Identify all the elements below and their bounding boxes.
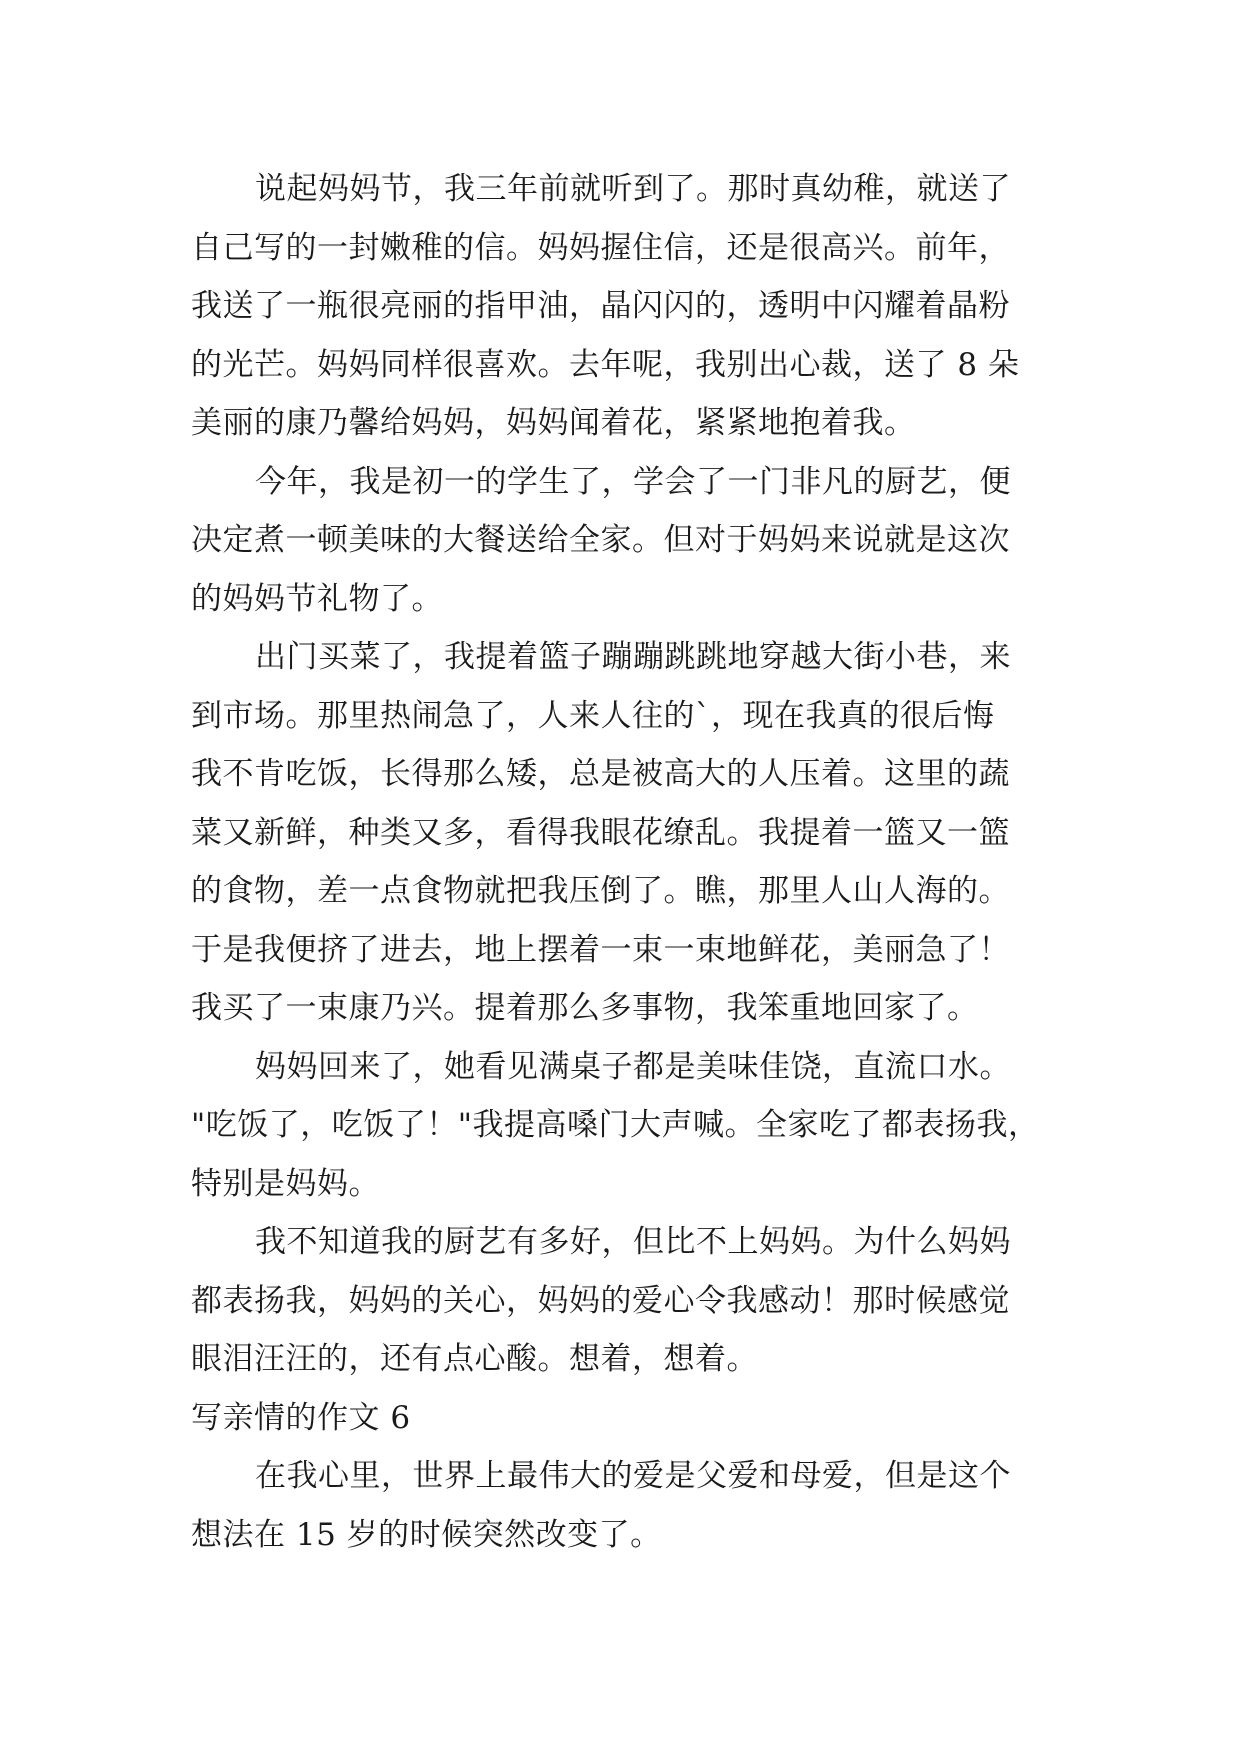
- text-line: "吃饭了，吃饭了！"我提高嗓门大声喊。全家吃了都表扬我，: [191, 1107, 1040, 1143]
- text-line: 特别是妈妈。: [191, 1165, 380, 1202]
- text-line: 在我心里，世界上最伟大的爱是父爱和母爱，但是这个: [255, 1458, 1011, 1494]
- text-line: 决定煮一顿美味的大餐送给全家。但对于妈妈来说就是这次: [191, 522, 1010, 558]
- text-line: 的光芒。妈妈同样很喜欢。去年呢，我别出心裁，送了 8 朵: [191, 346, 1020, 383]
- text-line: 今年，我是初一的学生了，学会了一门非凡的厨艺，便: [255, 463, 1011, 500]
- text-line: 美丽的康乃馨给妈妈，妈妈闻着花，紧紧地抱着我。: [191, 405, 916, 441]
- text-line: 都表扬我，妈妈的关心，妈妈的爱心令我感动！那时候感觉: [191, 1282, 1010, 1319]
- text-line: 菜又新鲜，种类又多，看得我眼花缭乱。我提着一篮又一篮: [191, 814, 1010, 851]
- text-line: 想法在 15 岁的时候突然改变了。: [191, 1516, 662, 1553]
- essay-body: [191, 160, 1051, 1564]
- text-line: 说起妈妈节，我三年前就听到了。那时真幼稚，就送了: [255, 171, 1011, 207]
- text-line: 出门买菜了，我提着篮子蹦蹦跳跳地穿越大街小巷，来: [255, 639, 1011, 675]
- paragraph-2: [191, 453, 1051, 629]
- paragraph-6: [191, 1447, 1051, 1564]
- text-line: 自己写的一封嫩稚的信。妈妈握住信，还是很高兴。前年，: [191, 229, 1010, 266]
- text-line: 的妈妈节礼物了。: [191, 580, 443, 617]
- text-line: 的食物，差一点食物就把我压倒了。瞧，那里人山人海的。: [191, 873, 1010, 909]
- text-line: 眼泪汪汪的，还有点心酸。想着，想着。: [191, 1341, 758, 1377]
- paragraph-1: [191, 160, 1051, 453]
- text-line: 我不知道我的厨艺有多好，但比不上妈妈。为什么妈妈: [255, 1224, 1011, 1260]
- text-line: 我送了一瓶很亮丽的指甲油，晶闪闪的，透明中闪耀着晶粉: [191, 288, 1010, 324]
- paragraph-4: [191, 1038, 1051, 1214]
- heading-text: 写亲情的作文 6: [191, 1399, 411, 1436]
- text-line: 妈妈回来了，她看见满桌子都是美味佳饶，直流口水。: [255, 1048, 1011, 1085]
- text-line: 我不肯吃饭，长得那么矮，总是被高大的人压着。这里的蔬: [191, 756, 1010, 792]
- paragraph-3: [191, 628, 1051, 1038]
- text-line: 我买了一束康乃兴。提着那么多事物，我笨重地回家了。: [191, 990, 979, 1026]
- paragraph-5: [191, 1213, 1051, 1389]
- section-heading: [191, 1389, 1051, 1448]
- text-line: 于是我便挤了进去，地上摆着一束一束地鲜花，美丽急了！: [191, 931, 1010, 968]
- text-line: 到市场。那里热闹急了，人来人往的`，现在我真的很后悔: [191, 697, 995, 734]
